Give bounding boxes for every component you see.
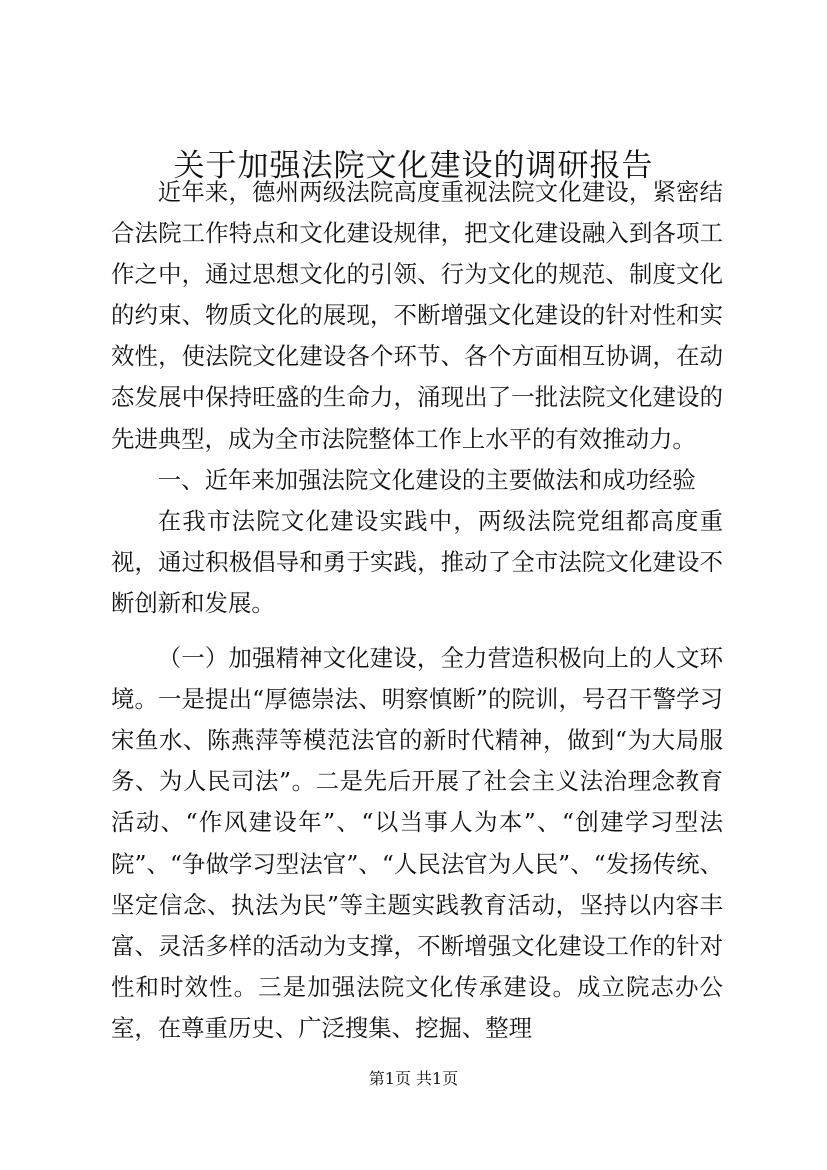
page-footer: 第1页 共1页: [368, 1069, 459, 1088]
section-heading: 一、近年来加强法院文化建设的主要做法和成功经验: [157, 465, 696, 494]
document-title: 关于加强法院文化建设的调研报告: [173, 148, 654, 184]
paragraph-intro: 近年来，德州两级法院高度重视法院文化建设，紧密结合法院工作特点和文化建设规律，把文化建设融入到各项工作之中，通过思想文化的引领、行为文化的规范、制度文化的约束、物质文化的展现，不断增强文化建设的针对性和实效性，使法院文化建设各个环节、各个方面相互协调，在动态发展中保持旺盛的生命力，涌现出了一批法院文化建设的先进典型，成为全市法院整体工作上水平的有效推动力。: [111, 178, 723, 453]
paragraph-practice: 在我市法院文化建设实践中，两级法院党组都高度重视，通过积极倡导和勇于实践，推动了全市法院文化建设不断创新和发展。: [111, 506, 723, 617]
paragraph-spiritual-culture: （一）加强精神文化建设，全力营造积极向上的人文环境。一是提出“厚德崇法、明察慎断”的院训，号召干警学习宋鱼水、陈燕萍等模范法官的新时代精神，做到“为大局服务、为人民司法”。二是先后开展了社会主义法治理念教育活动、“作风建设年”、“以当事人为本”、“创建学习型法院”、“争做学习型法官”、“人民法官为人民”、“发扬传统、坚定信念、执法为民”等主题实践教育活动，坚持以内容丰富、灵活多样的活动为支撑，不断增强文化建设工作的针对性和时效性。三是加强法院文化传承建设。成立院志办公室，在尊重历史、广泛搜集、挖掘、整理: [111, 644, 723, 1042]
document-body: [111, 172, 723, 1049]
